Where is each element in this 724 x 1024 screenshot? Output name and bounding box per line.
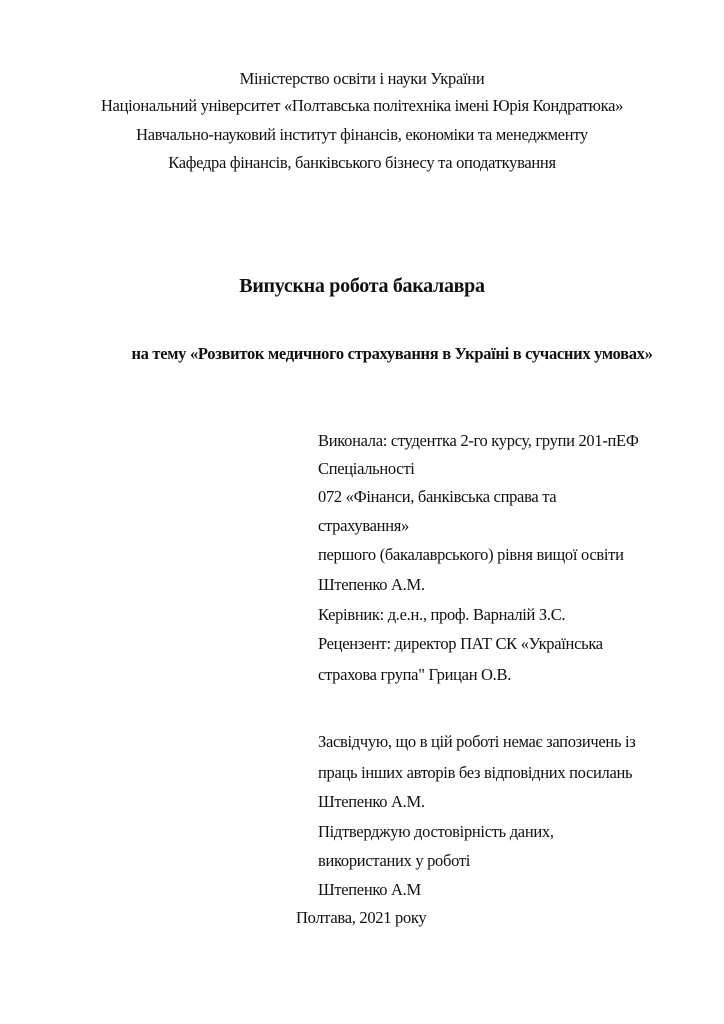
author-line: Штепенко А.М. bbox=[318, 575, 425, 594]
author-line: страхування» bbox=[318, 516, 409, 535]
declaration-line: Штепенко А.М bbox=[318, 880, 421, 899]
author-line: першого (бакалаврського) рівня вищої освіти bbox=[318, 545, 624, 564]
author-line: Рецензент: директор ПАТ СК «Українська bbox=[318, 634, 603, 653]
institute-line: Навчально-науковий інститут фінансів, економіки та менеджменту bbox=[136, 125, 588, 144]
author-line: Виконала: студентка 2-го курсу, групи 201-пЕФ bbox=[318, 431, 639, 450]
document-title: Випускна робота бакалавра bbox=[239, 275, 485, 297]
author-line: Керівник: д.е.н., проф. Варналій З.С. bbox=[318, 605, 566, 624]
author-line: страхова група" Грицан О.В. bbox=[318, 665, 512, 684]
university-line: Національний університет «Полтавська політехніка імені Юрія Кондратюка» bbox=[100, 96, 624, 115]
declaration-line: використаних у роботі bbox=[318, 851, 471, 870]
declaration-line: Засвідчую, що в цій роботі немає запозичень із bbox=[318, 732, 636, 751]
declaration-line: Штепенко А.М. bbox=[318, 792, 425, 811]
city-year: Полтава, 2021 року bbox=[296, 908, 427, 927]
thesis-topic: на тему «Розвиток медичного страхування в Україні в сучасних умовах» bbox=[131, 344, 653, 363]
declaration-line: Підтверджую достовірність даних, bbox=[318, 822, 554, 841]
department-line: Кафедра фінансів, банківського бізнесу та оподаткування bbox=[168, 153, 556, 172]
author-line: Спеціальності bbox=[318, 459, 415, 478]
author-line: 072 «Фінанси, банківська справа та bbox=[318, 487, 557, 506]
ministry-line: Міністерство освіти і науки України bbox=[239, 69, 485, 88]
declaration-line: праць інших авторів без відповідних посилань bbox=[318, 763, 633, 782]
